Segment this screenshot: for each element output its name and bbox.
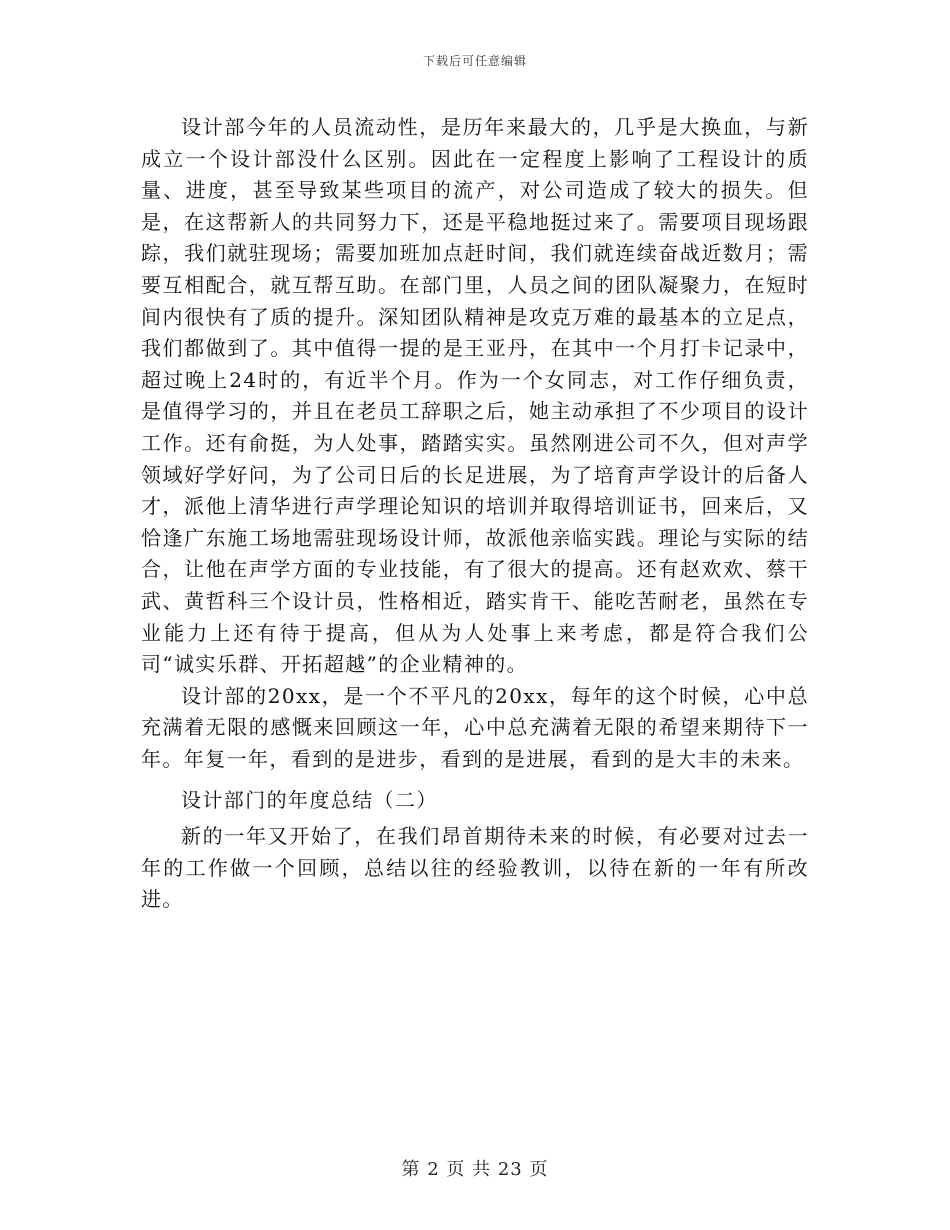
paragraph-new-year-intro: 新的一年又开始了，在我们昂首期待未来的时候，有必要对过去一年的工作做一个回顾，总结以往的经验教训，以待在新的一年有所改进。 (141, 824, 809, 912)
document-body (141, 112, 809, 916)
section-heading: 设计部门的年度总结（二） (181, 788, 438, 813)
page-header-note: 下载后可任意编辑 (422, 54, 527, 68)
paragraph-year-reflection: 设计部的20xx，是一个不平凡的20xx，每年的这个时候，心中总充满着无限的感慨来回顾这一年，心中总充满着无限的希望来期待下一年。年复一年，看到的是进步，看到的是进展，看到的是大丰的未来。 (141, 683, 809, 771)
paragraph-staff-review: 设计部今年的人员流动性，是历年来最大的，几乎是大换血，与新成立一个设计部没什么区别。因此在一定程度上影响了工程设计的质量、进度，甚至导致某些项目的流产，对公司造成了较大的损失。但是，在这帮新人的共同努力下，还是平稳地挺过来了。需要项目现场跟踪，我们就驻现场；需要加班加点赶时间，我们就连续奋战近数月；需要互相配合，就互帮互助。在部门里，人员之间的团队凝聚力，在短时间内很快有了质的提升。深知团队精神是攻克万难的最基本的立足点，我们都做到了。其中值得一提的是王亚丹，在其中一个月打卡记录中，超过晚上24时的，有近半个月。作为一个女同志，对工作仔细负责，是值得学习的，并且在老员工辞职之后，她主动承担了不少项目的设计工作。还有俞挺，为人处事，踏踏实实。虽然刚进公司不久，但对声学领域好学好问，为了公司日后的长足进展，为了培育声学设计的后备人才，派他上清华进行声学理论知识的培训并取得培训证书，回来后，又恰逢广东施工场地需驻现场设计师，故派他亲临实践。理论与实际的结合，让他在声学方面的专业技能，有了很大的提高。还有赵欢欢、蔡干武、黄哲科三个设计员，性格相近，踏实肯干、能吃苦耐老，虽然在专业能力上还有待于提高，但从为人处事上来考虑，都是符合我们公司“诚实乐群、开拓超越”的企业精神的。 (141, 115, 809, 677)
page-number: 第 2 页 共 23 页 (401, 1159, 549, 1180)
